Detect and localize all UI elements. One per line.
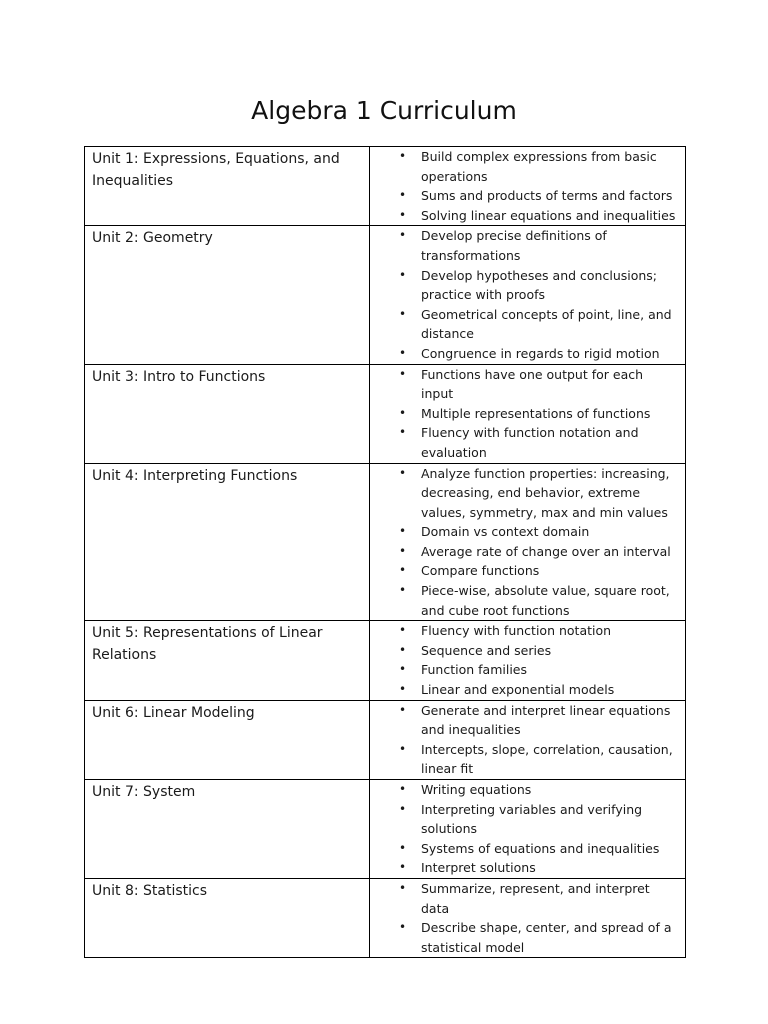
curriculum-table [84,146,686,958]
topic-list [370,701,679,779]
list-item: • Sequence and series [370,641,679,661]
list-item: • Intercepts, slope, correlation, causation, linear fit [370,740,679,779]
unit-topics-cell [370,780,686,879]
table-row [85,147,686,226]
unit-topics-cell [370,226,686,364]
table-row [85,780,686,879]
list-item: • Develop hypotheses and conclusions; practice with proofs [370,266,679,305]
list-item: • Compare functions [370,561,679,581]
unit-title: Unit 6: Linear Modeling [85,700,370,779]
list-item: • Geometrical concepts of point, line, and distance [370,305,679,344]
unit-topics-cell [370,364,686,463]
unit-title: Unit 3: Intro to Functions [85,364,370,463]
unit-title: Unit 2: Geometry [85,226,370,364]
table-row [85,700,686,779]
list-item: • Interpret solutions [370,858,679,878]
list-item: • Analyze function properties: increasing, decreasing, end behavior, extreme values, symmetry, max and min values [370,464,679,523]
unit-topics-cell [370,147,686,226]
unit-title: Unit 4: Interpreting Functions [85,463,370,621]
topic-list [370,226,679,363]
list-item: • Generate and interpret linear equations and inequalities [370,701,679,740]
list-item: • Domain vs context domain [370,522,679,542]
unit-topics-cell [370,621,686,700]
unit-topics-cell [370,878,686,957]
unit-topics-cell [370,463,686,621]
unit-topics-cell [370,700,686,779]
list-item: • Function families [370,660,679,680]
list-item: • Interpreting variables and verifying solutions [370,800,679,839]
list-item: • Writing equations [370,780,679,800]
table-row [85,226,686,364]
topic-list [370,365,679,463]
unit-title: Unit 7: System [85,780,370,879]
table-row [85,621,686,700]
list-item: • Solving linear equations and inequalities [370,206,679,226]
list-item: • Sums and products of terms and factors [370,186,679,206]
table-row [85,364,686,463]
list-item: • Piece-wise, absolute value, square root, and cube root functions [370,581,679,620]
curriculum-table-body [85,147,686,958]
topic-list [370,621,679,699]
list-item: • Average rate of change over an interval [370,542,679,562]
list-item: • Fluency with function notation [370,621,679,641]
unit-title: Unit 1: Expressions, Equations, and Inequalities [85,147,370,226]
table-row [85,463,686,621]
topic-list [370,780,679,878]
page-title: Algebra 1 Curriculum [251,96,517,125]
list-item: • Congruence in regards to rigid motion [370,344,679,364]
unit-title: Unit 8: Statistics [85,878,370,957]
topic-list [370,464,679,621]
list-item: • Multiple representations of functions [370,404,679,424]
list-item: • Linear and exponential models [370,680,679,700]
list-item: • Describe shape, center, and spread of a statistical model [370,918,679,957]
topic-list [370,879,679,957]
list-item: • Functions have one output for each input [370,365,679,404]
list-item: • Systems of equations and inequalities [370,839,679,859]
list-item: • Fluency with function notation and evaluation [370,423,679,462]
list-item: • Develop precise definitions of transformations [370,226,679,265]
list-item: • Summarize, represent, and interpret data [370,879,679,918]
topic-list [370,147,679,225]
unit-title: Unit 5: Representations of Linear Relations [85,621,370,700]
table-row [85,878,686,957]
list-item: • Build complex expressions from basic operations [370,147,679,186]
